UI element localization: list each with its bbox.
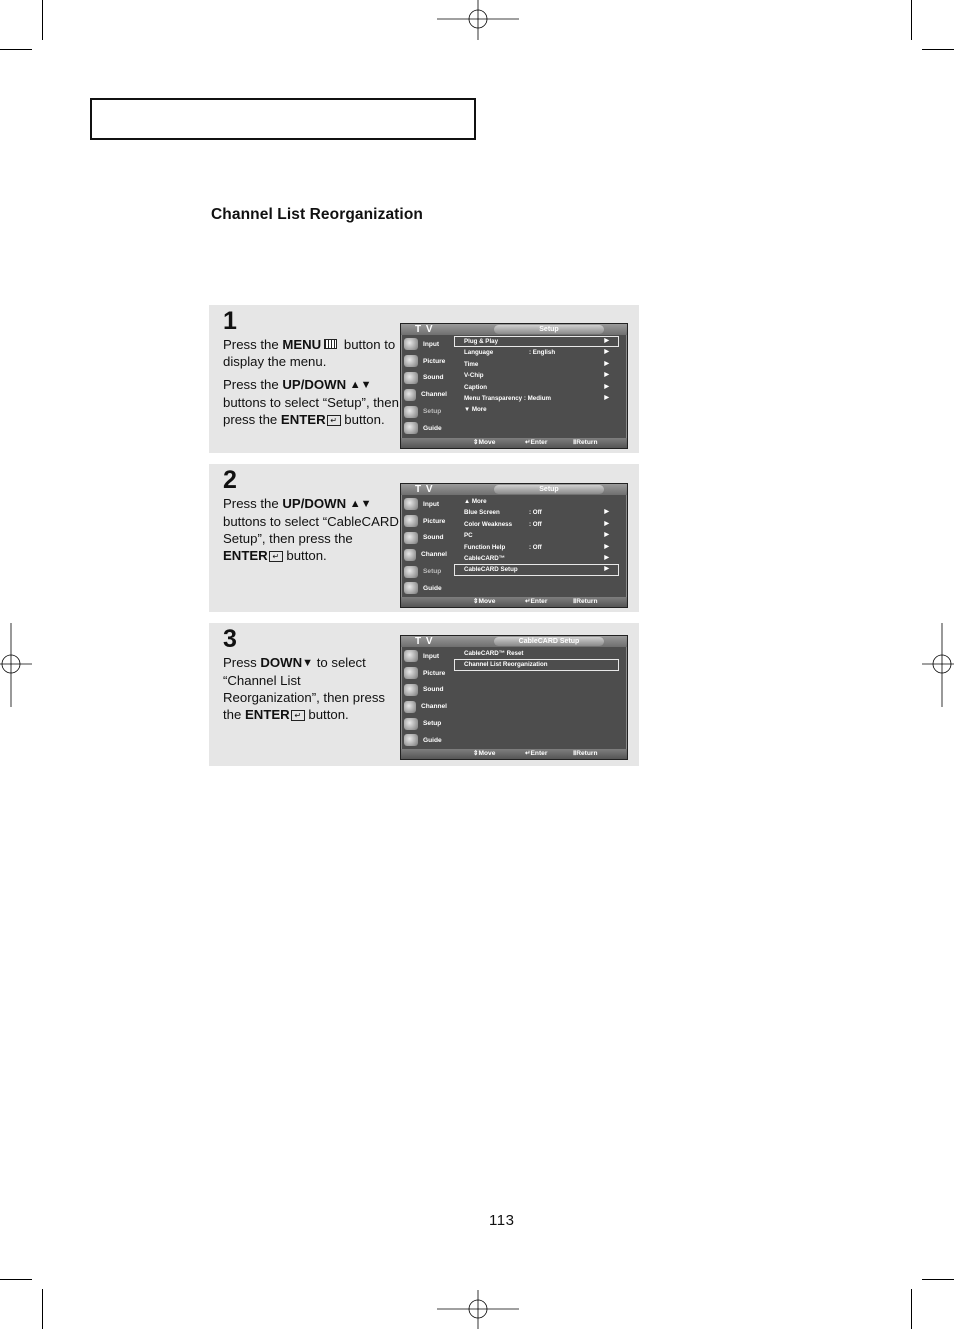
- tv-title-bar: [401, 484, 627, 495]
- menu-item-blue-screen[interactable]: Blue Screen : Off ▶: [454, 507, 619, 518]
- menu-item-more[interactable]: ▼ More: [464, 406, 487, 414]
- step-1-panel: [209, 305, 639, 453]
- arrow-right-icon: ▶: [604, 349, 609, 356]
- channel-icon: [404, 701, 416, 713]
- return-hint: Ⅱ Return: [573, 439, 598, 446]
- enter-icon: ↵: [269, 551, 283, 562]
- step-2-instructions: Press the UP/DOWN ▲▼ buttons to select “CableCARD Setup”, then press the ENTER ↵ button.: [223, 496, 399, 563]
- step-number: 2: [223, 466, 237, 494]
- sidebar-item-channel[interactable]: Channel: [401, 386, 447, 403]
- step-3-instructions: Press DOWN▼ to select “Channel List Reorganization”, then press the ENTER ↵ button.: [223, 655, 386, 722]
- tv-footer: [401, 597, 627, 607]
- picture-icon: [404, 515, 418, 527]
- guide-icon: [404, 734, 418, 746]
- down-button-label: DOWN: [260, 655, 303, 670]
- guide-icon: [404, 422, 418, 434]
- arrow-right-icon: ▶: [604, 509, 609, 516]
- up-down-button-label: UP/DOWN: [282, 377, 347, 392]
- menu-item-color-weakness[interactable]: Color Weakness : Off ▶: [454, 519, 619, 530]
- picture-icon: [404, 667, 418, 679]
- step-number: 1: [223, 307, 237, 335]
- arrow-right-icon: ▶: [604, 372, 609, 379]
- arrow-right-icon: ▶: [604, 520, 609, 527]
- section-title: Channel List Reorganization: [211, 206, 423, 223]
- step-1-instructions: Press the MENU button to display the menu. Press the UP/DOWN ▲▼ buttons to select “Setup”, then press the ENTER ↵ button.: [223, 337, 399, 427]
- menu-item-cablecard-reset[interactable]: CableCARD™ Reset: [464, 650, 524, 657]
- tv-footer: [401, 438, 627, 448]
- sidebar-item-setup[interactable]: Setup: [401, 715, 447, 732]
- sidebar-item-setup[interactable]: Setup: [401, 563, 447, 580]
- menu-item-plug-and-play[interactable]: Plug & Play ▶: [454, 336, 619, 347]
- tv-label: T V: [415, 484, 434, 495]
- sidebar-item-setup[interactable]: Setup: [401, 403, 447, 420]
- guide-icon: [404, 582, 418, 594]
- arrow-right-icon: ▶: [604, 360, 609, 367]
- registration-mark-top: [437, 0, 519, 40]
- menu-tab: Setup: [494, 325, 604, 334]
- crop-mark: [42, 1289, 43, 1329]
- tv-screen: [400, 483, 628, 608]
- channel-icon: [404, 549, 416, 561]
- tv-sidebar: [401, 648, 447, 749]
- enter-icon: ↵: [327, 415, 341, 426]
- menu-button-label: MENU: [282, 337, 322, 352]
- arrow-right-icon: ▶: [604, 543, 609, 550]
- down-arrow-icon: ▼: [302, 657, 314, 669]
- menu-item-menu-transparency[interactable]: Menu Transparency : Medium ▶: [454, 393, 619, 404]
- menu-item-v-chip[interactable]: V-Chip ▶: [454, 370, 619, 381]
- tv-title-bar: [401, 324, 627, 335]
- arrow-right-icon: ▶: [604, 394, 609, 401]
- enter-hint: ↵ Enter: [525, 750, 548, 757]
- menu-tab: Setup: [494, 485, 604, 494]
- arrow-right-icon: ▶: [604, 554, 609, 561]
- chapter-header-box: [90, 98, 476, 140]
- sidebar-item-picture[interactable]: Picture: [401, 665, 447, 682]
- enter-hint: ↵ Enter: [525, 598, 548, 605]
- input-icon: [404, 650, 418, 662]
- crop-mark: [911, 0, 912, 40]
- setup-icon: [404, 406, 418, 418]
- menu-icon: [324, 339, 337, 349]
- tv-screen: [400, 323, 628, 449]
- tv-footer: [401, 749, 627, 759]
- menu-item-channel-list-reorganization[interactable]: Channel List Reorganization: [454, 659, 619, 670]
- page-number: 113: [489, 1212, 515, 1229]
- sidebar-item-guide[interactable]: Guide: [401, 580, 447, 597]
- menu-tab: CableCARD Setup: [494, 637, 604, 646]
- sidebar-item-picture[interactable]: Picture: [401, 513, 447, 530]
- menu-item-time[interactable]: Time ▶: [454, 359, 619, 370]
- sidebar-item-guide[interactable]: Guide: [401, 420, 447, 437]
- crop-mark: [42, 0, 43, 40]
- tv-menu-list: [454, 336, 619, 438]
- enter-button-label: ENTER: [245, 707, 290, 722]
- return-hint: Ⅱ Return: [573, 750, 598, 757]
- tv-label: T V: [415, 324, 434, 335]
- tv-sidebar: [401, 496, 447, 597]
- enter-button-label: ENTER: [223, 548, 268, 563]
- tv-title-bar: [401, 636, 627, 647]
- picture-icon: [404, 355, 418, 367]
- menu-item-cablecard[interactable]: CableCARD™ ▶: [454, 553, 619, 564]
- sound-icon: [404, 532, 418, 544]
- menu-item-caption[interactable]: Caption ▶: [454, 382, 619, 393]
- sidebar-item-sound[interactable]: Sound: [401, 530, 447, 547]
- menu-item-cablecard-setup[interactable]: CableCARD Setup ▶: [454, 564, 619, 575]
- tv-menu-list: [454, 496, 619, 597]
- setup-icon: [404, 718, 418, 730]
- sound-icon: [404, 372, 418, 384]
- input-icon: [404, 338, 418, 350]
- enter-hint: ↵ Enter: [525, 439, 548, 446]
- move-hint: ⇕ Move: [473, 439, 496, 446]
- crop-mark: [922, 49, 954, 50]
- sidebar-item-sound[interactable]: Sound: [401, 682, 447, 699]
- return-hint: Ⅱ Return: [573, 598, 598, 605]
- menu-item-more[interactable]: ▲ More: [464, 498, 487, 505]
- arrow-right-icon: ▶: [604, 383, 609, 390]
- sidebar-item-input[interactable]: Input: [401, 336, 447, 353]
- sidebar-item-sound[interactable]: Sound: [401, 370, 447, 387]
- sidebar-item-channel[interactable]: Channel: [401, 546, 447, 563]
- up-down-button-label: UP/DOWN: [282, 496, 347, 511]
- sidebar-item-picture[interactable]: Picture: [401, 353, 447, 370]
- menu-item-function-help[interactable]: Function Help : Off ▶: [454, 542, 619, 553]
- move-hint: ⇕ Move: [473, 750, 496, 757]
- sidebar-item-guide[interactable]: Guide: [401, 732, 447, 749]
- sound-icon: [404, 684, 418, 696]
- up-down-icon: ▲▼: [349, 498, 372, 510]
- registration-mark-left: [0, 623, 32, 707]
- tv-label: T V: [415, 636, 434, 647]
- crop-mark: [911, 1289, 912, 1329]
- step-3-panel: [209, 623, 639, 766]
- sidebar-item-channel[interactable]: Channel: [401, 698, 447, 715]
- crop-mark: [922, 1279, 954, 1280]
- tv-sidebar: [401, 336, 447, 438]
- arrow-right-icon: ▶: [604, 532, 609, 539]
- registration-mark-bottom: [437, 1290, 519, 1329]
- tv-menu-list: [454, 648, 619, 749]
- crop-mark: [0, 1279, 32, 1280]
- channel-icon: [404, 389, 416, 401]
- sidebar-item-input[interactable]: Input: [401, 496, 447, 513]
- move-hint: ⇕ Move: [473, 598, 496, 605]
- arrow-right-icon: ▶: [604, 338, 609, 344]
- enter-button-label: ENTER: [280, 412, 326, 427]
- step-number: 3: [223, 625, 237, 653]
- sidebar-item-input[interactable]: Input: [401, 648, 447, 665]
- step-2-panel: [209, 464, 639, 612]
- setup-icon: [404, 566, 418, 578]
- registration-mark-right: [922, 623, 954, 707]
- menu-item-language[interactable]: Language : English ▶: [454, 347, 619, 358]
- arrow-right-icon: ▶: [604, 566, 609, 573]
- tv-screen: [400, 635, 628, 760]
- menu-item-pc[interactable]: PC ▶: [454, 530, 619, 541]
- enter-icon: ↵: [291, 710, 305, 721]
- crop-mark: [0, 49, 32, 50]
- up-down-icon: ▲▼: [349, 379, 372, 391]
- input-icon: [404, 498, 418, 510]
